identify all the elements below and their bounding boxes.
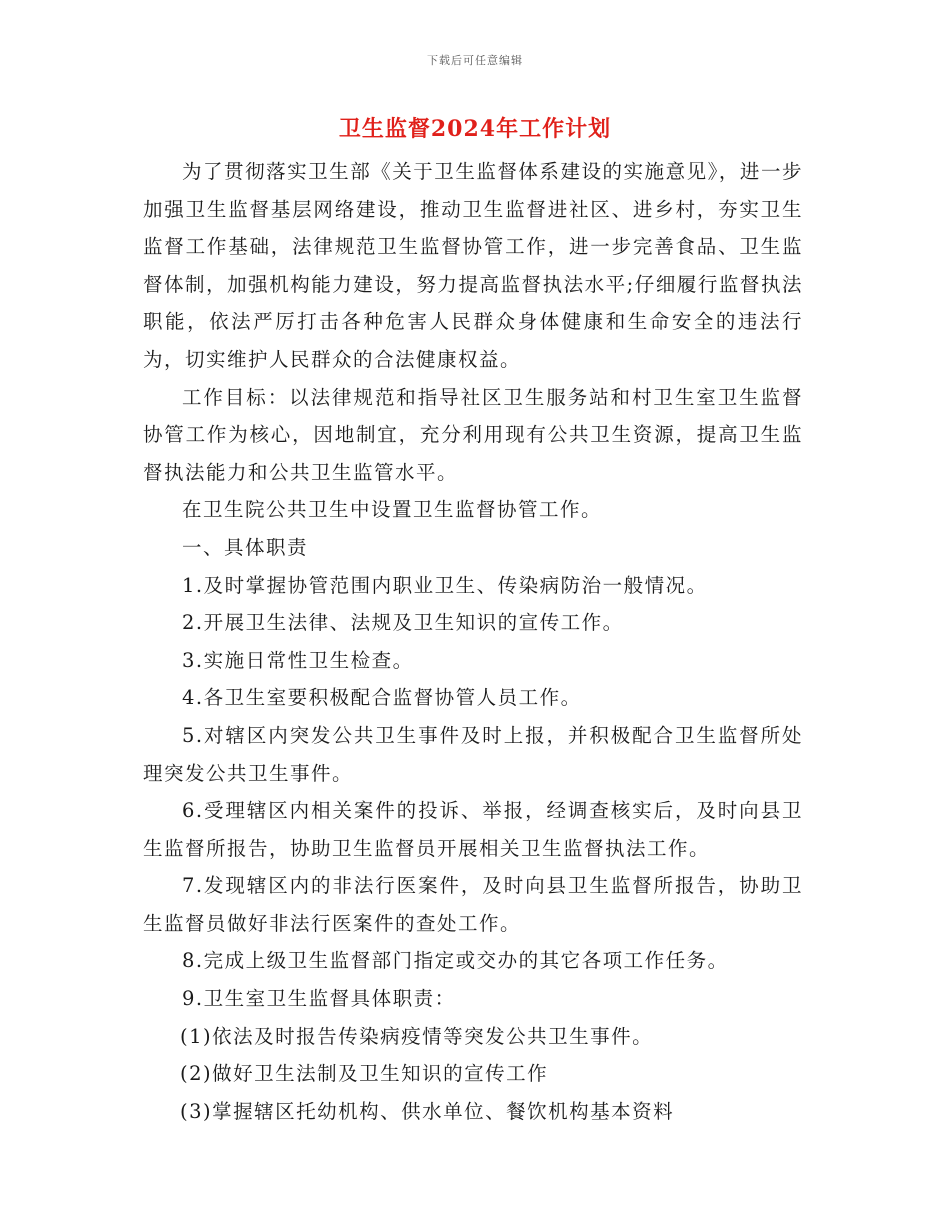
document-title: 卫生监督2024年工作计划 [338, 116, 612, 142]
document-body [143, 153, 803, 1130]
sub-list-item: (2)做好卫生法制及卫生知识的宣传工作 [180, 1062, 549, 1086]
setup-paragraph: 在卫生院公共卫生中设置卫生监督协管工作。 [182, 498, 603, 522]
list-item: 5.对辖区内突发公共卫生事件及时上报，并积极配合卫生监督所处理突发公共卫生事件。 [143, 723, 803, 785]
header-note: 下载后可任意编辑 [427, 54, 523, 67]
list-item: 6.受理辖区内相关案件的投诉、举报，经调查核实后，及时向县卫生监督所报告，协助卫生监督员开展相关卫生监督执法工作。 [143, 799, 803, 860]
section-heading: 一、具体职责 [182, 535, 309, 559]
list-item: 9.卫生室卫生监督具体职责： [182, 987, 456, 1011]
sub-list-item: (3)掌握辖区托幼机构、供水单位、餐饮机构基本资料 [180, 1099, 675, 1123]
list-item: 7.发现辖区内的非法行医案件，及时向县卫生监督所报告，协助卫生监督员做好非法行医案件的查处工作。 [143, 874, 803, 935]
goal-paragraph: 工作目标：以法律规范和指导社区卫生服务站和村卫生室卫生监督协管工作为核心，因地制宜，充分利用现有公共卫生资源，提高卫生监督执法能力和公共卫生监管水平。 [143, 385, 803, 484]
list-item: 1.及时掌握协管范围内职业卫生、传染病防治一般情况。 [182, 573, 708, 597]
list-item: 2.开展卫生法律、法规及卫生知识的宣传工作。 [182, 611, 624, 635]
list-item: 8.完成上级卫生监督部门指定或交办的其它各项工作任务。 [182, 949, 729, 973]
list-item: 3.实施日常性卫生检查。 [182, 648, 414, 672]
list-item: 4.各卫生室要积极配合监督协管人员工作。 [182, 686, 582, 710]
intro-paragraph: 为了贯彻落实卫生部《关于卫生监督体系建设的实施意见》，进一步加强卫生监督基层网络建设，推动卫生监督进社区、进乡村，夯实卫生监督工作基础，法律规范卫生监督协管工作，进一步完善食品、卫生监督体制，加强机构能力建设，努力提高监督执法水平;仔细履行监督执法职能，依法严厉打击各种危害人民群众身体健康和生命安全的违法行为，切实维护人民群众的合法健康权益。 [143, 160, 803, 371]
sub-list-item: (1)依法及时报告传染病疫情等突发公共卫生事件。 [180, 1024, 654, 1048]
